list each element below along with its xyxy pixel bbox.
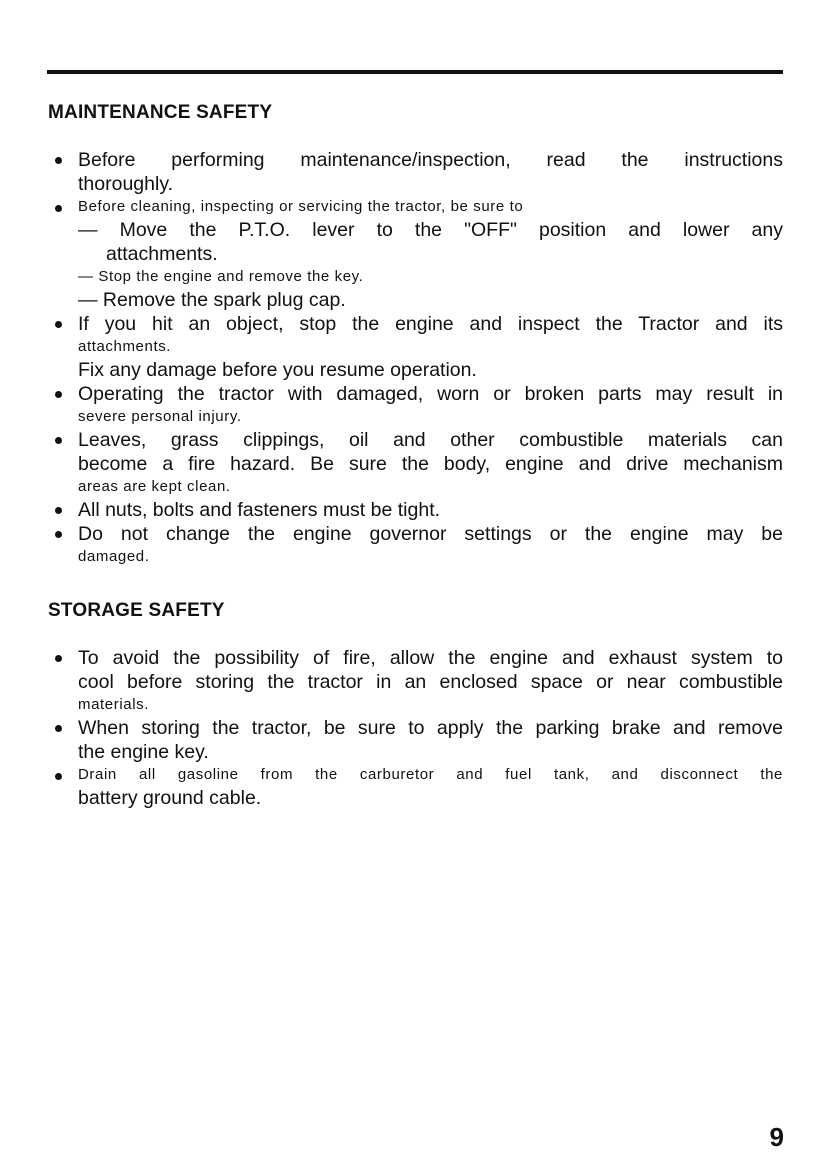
bullet-icon bbox=[55, 437, 62, 444]
maintenance-safety-heading: MAINTENANCE SAFETY bbox=[48, 102, 273, 123]
list-item-text: attachments. bbox=[78, 338, 172, 355]
bullet-icon bbox=[55, 655, 62, 662]
list-item-text: Leaves, grass clippings, oil and other combustible materials can bbox=[78, 429, 783, 451]
bullet-icon bbox=[55, 205, 62, 212]
bullet-icon bbox=[55, 507, 62, 514]
list-item-text: Drain all gasoline from the carburetor and fuel tank, and disconnect the bbox=[78, 766, 783, 783]
list-item-text: Fix any damage before you resume operation. bbox=[78, 359, 477, 381]
list-item-text: All nuts, bolts and fasteners must be tight. bbox=[78, 499, 441, 521]
list-item-text: battery ground cable. bbox=[78, 787, 262, 809]
sub-item-text: attachments. bbox=[106, 243, 218, 265]
sub-item-text: — Remove the spark plug cap. bbox=[78, 289, 346, 311]
list-item-text: the engine key. bbox=[78, 741, 209, 763]
list-item-text: When storing the tractor, be sure to apply the parking brake and remove bbox=[78, 717, 783, 739]
list-item bbox=[48, 196, 783, 312]
list-item-text: become a fire hazard. Be sure the body, engine and drive mechanism bbox=[78, 453, 783, 475]
list-item-text: Do not change the engine governor settings or the engine may be bbox=[78, 523, 783, 545]
list-item bbox=[48, 428, 783, 498]
top-rule bbox=[47, 70, 783, 74]
list-item bbox=[48, 498, 783, 522]
sub-item-text: — Move the P.T.O. lever to the "OFF" position and lower any bbox=[78, 219, 783, 241]
list-item bbox=[48, 148, 783, 196]
sub-item-text: — Stop the engine and remove the key. bbox=[78, 268, 364, 285]
storage-safety-heading: STORAGE SAFETY bbox=[48, 600, 225, 621]
bullet-icon bbox=[55, 391, 62, 398]
bullet-icon bbox=[55, 773, 62, 780]
bullet-icon bbox=[55, 531, 62, 538]
storage-safety-list bbox=[48, 646, 783, 810]
list-item-text: cool before storing the tractor in an enclosed space or near combustible bbox=[78, 671, 783, 693]
list-item-text: Before performing maintenance/inspection, read the instructions bbox=[78, 149, 783, 171]
list-item-text: If you hit an object, stop the engine and inspect the Tractor and its bbox=[78, 313, 783, 335]
bullet-icon bbox=[55, 157, 62, 164]
list-item-text: damaged. bbox=[78, 548, 150, 565]
list-item bbox=[48, 522, 783, 568]
list-item-text: severe personal injury. bbox=[78, 408, 242, 425]
list-item bbox=[48, 716, 783, 764]
list-item bbox=[48, 382, 783, 428]
list-item-text: thoroughly. bbox=[78, 173, 174, 195]
list-item bbox=[48, 312, 783, 382]
page-number: 9 bbox=[769, 1122, 784, 1152]
list-item-text: Operating the tractor with damaged, worn or broken parts may result in bbox=[78, 383, 783, 405]
list-item-text: To avoid the possibility of fire, allow the engine and exhaust system to bbox=[78, 647, 783, 669]
list-item-text: materials. bbox=[78, 696, 150, 713]
list-item-text: areas are kept clean. bbox=[78, 478, 231, 495]
bullet-icon bbox=[55, 725, 62, 732]
list-item-text: Before cleaning, inspecting or servicing the tractor, be sure to bbox=[78, 198, 524, 215]
maintenance-safety-list bbox=[48, 148, 783, 568]
list-item bbox=[48, 764, 783, 810]
bullet-icon bbox=[55, 321, 62, 328]
list-item bbox=[48, 646, 783, 716]
